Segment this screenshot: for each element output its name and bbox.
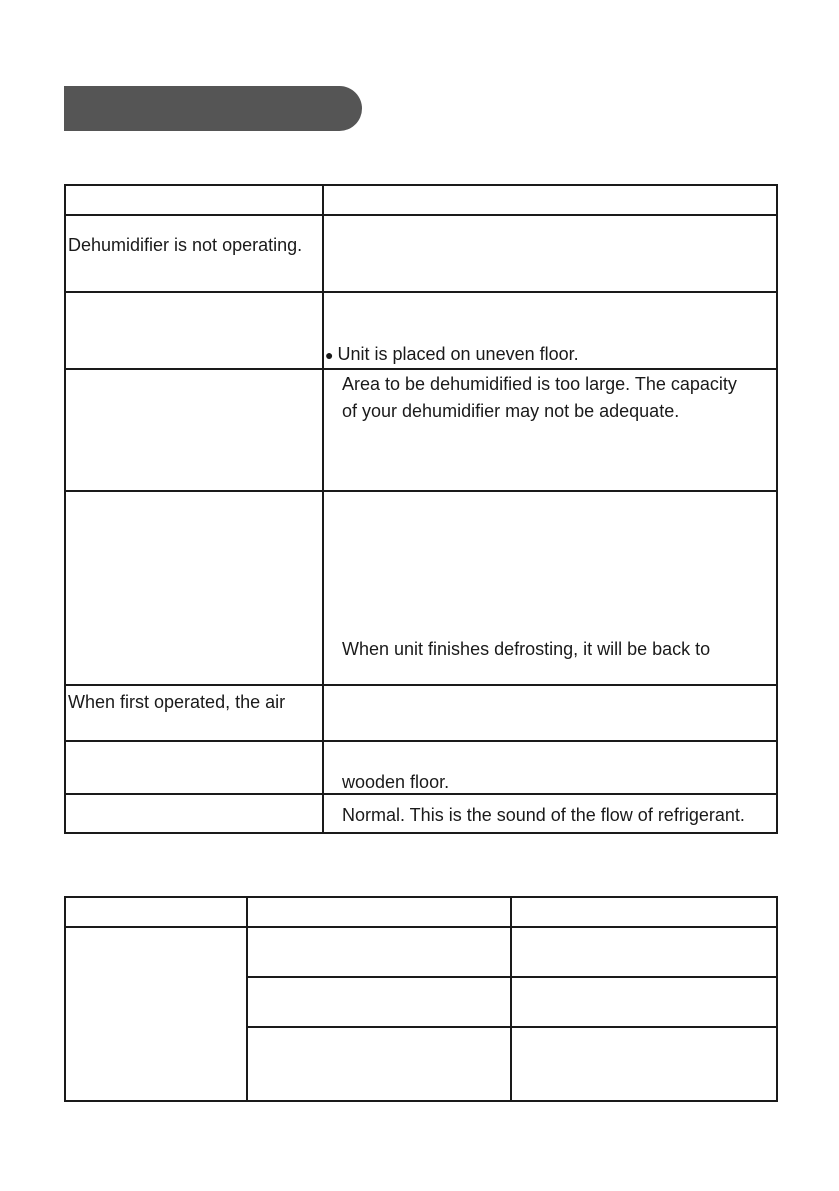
table-row — [65, 491, 777, 685]
table-header-row — [65, 185, 777, 215]
solution-text: of your dehumidifier may not be adequate. — [342, 401, 680, 421]
table-row — [65, 685, 777, 741]
header-cell — [511, 897, 777, 927]
error-code-table — [64, 896, 778, 1102]
table-cell — [511, 927, 777, 977]
solution-text: Area to be dehumidified is too large. The capacity — [342, 374, 737, 394]
problem-text: When first operated, the air — [68, 692, 286, 712]
table-cell — [247, 927, 511, 977]
problem-cell — [65, 369, 323, 491]
solution-text: Normal. This is the sound of the flow of refrigerant. — [342, 805, 745, 825]
problem-cell — [65, 292, 323, 369]
table-row — [65, 794, 777, 833]
solution-text: ● Unit is placed on uneven floor. — [325, 344, 579, 364]
table-row — [65, 369, 777, 491]
table-row — [65, 741, 777, 794]
table-cell — [247, 977, 511, 1027]
solution-cell — [323, 491, 777, 685]
problem-cell — [65, 741, 323, 794]
bullet-icon: ● — [325, 347, 334, 363]
problem-cell — [65, 215, 323, 292]
header-cell — [65, 897, 247, 927]
solution-text: When unit finishes defrosting, it will be back to — [342, 639, 711, 659]
table-cell — [247, 1027, 511, 1101]
solution-cell — [323, 794, 777, 833]
table-cell — [65, 927, 247, 1101]
table-cell — [511, 1027, 777, 1101]
section-header-bar — [64, 86, 362, 131]
problem-cell — [65, 794, 323, 833]
problem-cell — [65, 491, 323, 685]
solution-cell — [323, 292, 777, 369]
solution-cell — [323, 215, 777, 292]
table-row — [65, 292, 777, 369]
solution-cell — [323, 369, 777, 491]
header-cell — [247, 897, 511, 927]
header-solution-cell — [323, 185, 777, 215]
solution-cell — [323, 741, 777, 794]
troubleshooting-table — [64, 184, 778, 834]
solution-text: wooden floor. — [342, 772, 450, 792]
table-row — [65, 215, 777, 292]
solution-cell — [323, 685, 777, 741]
table-header-row — [65, 897, 777, 927]
table-row — [65, 927, 777, 977]
problem-cell — [65, 685, 323, 741]
header-problem-cell — [65, 185, 323, 215]
table-cell — [511, 977, 777, 1027]
problem-text: Dehumidifier is not operating. — [68, 235, 303, 255]
